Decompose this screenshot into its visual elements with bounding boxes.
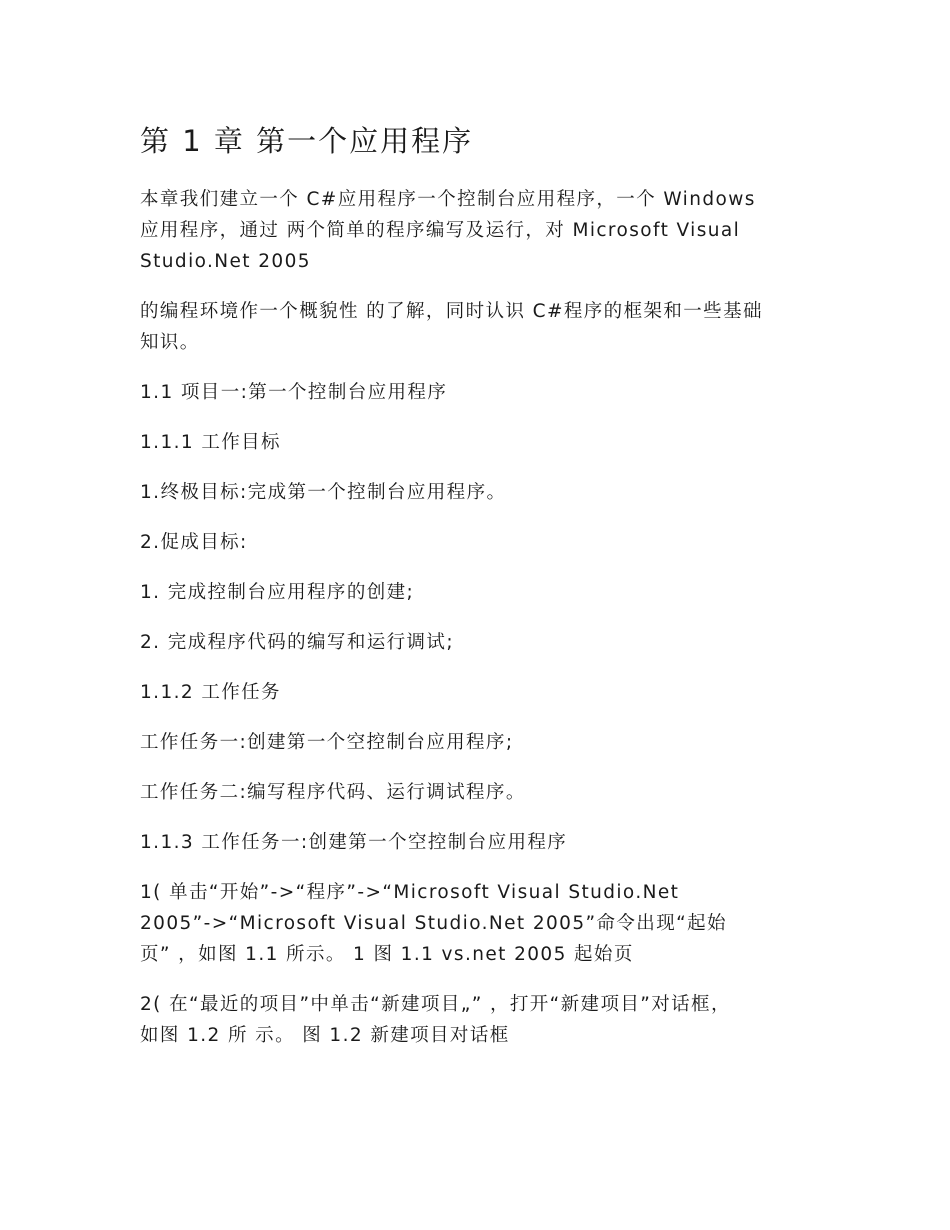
intro-paragraph-continued [140, 296, 820, 358]
text-line: 知识。 [140, 332, 200, 353]
step-paragraph [140, 877, 820, 970]
text-line: 1.1.2 工作任务 [140, 682, 281, 703]
text-line: 本章我们建立一个 C#应用程序一个控制台应用程序，一个 Windows [140, 189, 756, 210]
text-line: 2005”->“Microsoft Visual Studio.Net 2005”命令出现“起始 [140, 913, 727, 934]
text-line: 2.促成目标: [140, 532, 248, 553]
text-line: 如图 1.2 所 示。 图 1.2 新建项目对话框 [140, 1025, 510, 1046]
intro-paragraph [140, 184, 820, 277]
task-item [140, 777, 820, 808]
text-line: 工作任务一:创建第一个空控制台应用程序; [140, 732, 514, 753]
document-page [140, 118, 820, 1070]
task-item [140, 727, 820, 758]
text-line: 页” ，如图 1.1 所示。 1 图 1.1 vs.net 2005 起始页 [140, 944, 634, 965]
text-line: 1.1 项目一:第一个控制台应用程序 [140, 382, 448, 403]
text-line: 1. 完成控制台应用程序的创建; [140, 582, 415, 603]
text-line: 2. 完成程序代码的编写和运行调试; [140, 632, 454, 653]
text-line: 1.终极目标:完成第一个控制台应用程序。 [140, 482, 507, 503]
goal-item [140, 527, 820, 558]
text-line: 应用程序，通过 两个简单的程序编写及运行，对 Microsoft Visual [140, 220, 741, 241]
text-line: 工作任务二:编写程序代码、运行调试程序。 [140, 782, 526, 803]
text-line: 2( 在“最近的项目”中单击“新建项目„” ，打开“新建项目”对话框， [140, 994, 731, 1015]
text-line: 的编程环境作一个概貌性 的了解，同时认识 C#程序的框架和一些基础 [140, 301, 763, 322]
text-line: 1( 单击“开始”->“程序”->“Microsoft Visual Studio.Net [140, 882, 680, 903]
text-line: 1.1.1 工作目标 [140, 432, 281, 453]
goal-item [140, 477, 820, 508]
subsection-heading [140, 677, 820, 708]
subsection-heading [140, 427, 820, 458]
text-line: 1.1.3 工作任务一:创建第一个空控制台应用程序 [140, 832, 568, 853]
goal-sub-item [140, 627, 820, 658]
section-heading [140, 377, 820, 408]
text-line: Studio.Net 2005 [140, 251, 311, 272]
chapter-title: 第 1 章 第一个应用程序 [140, 124, 474, 158]
goal-sub-item [140, 577, 820, 608]
subsection-heading [140, 827, 820, 858]
step-paragraph [140, 989, 820, 1051]
